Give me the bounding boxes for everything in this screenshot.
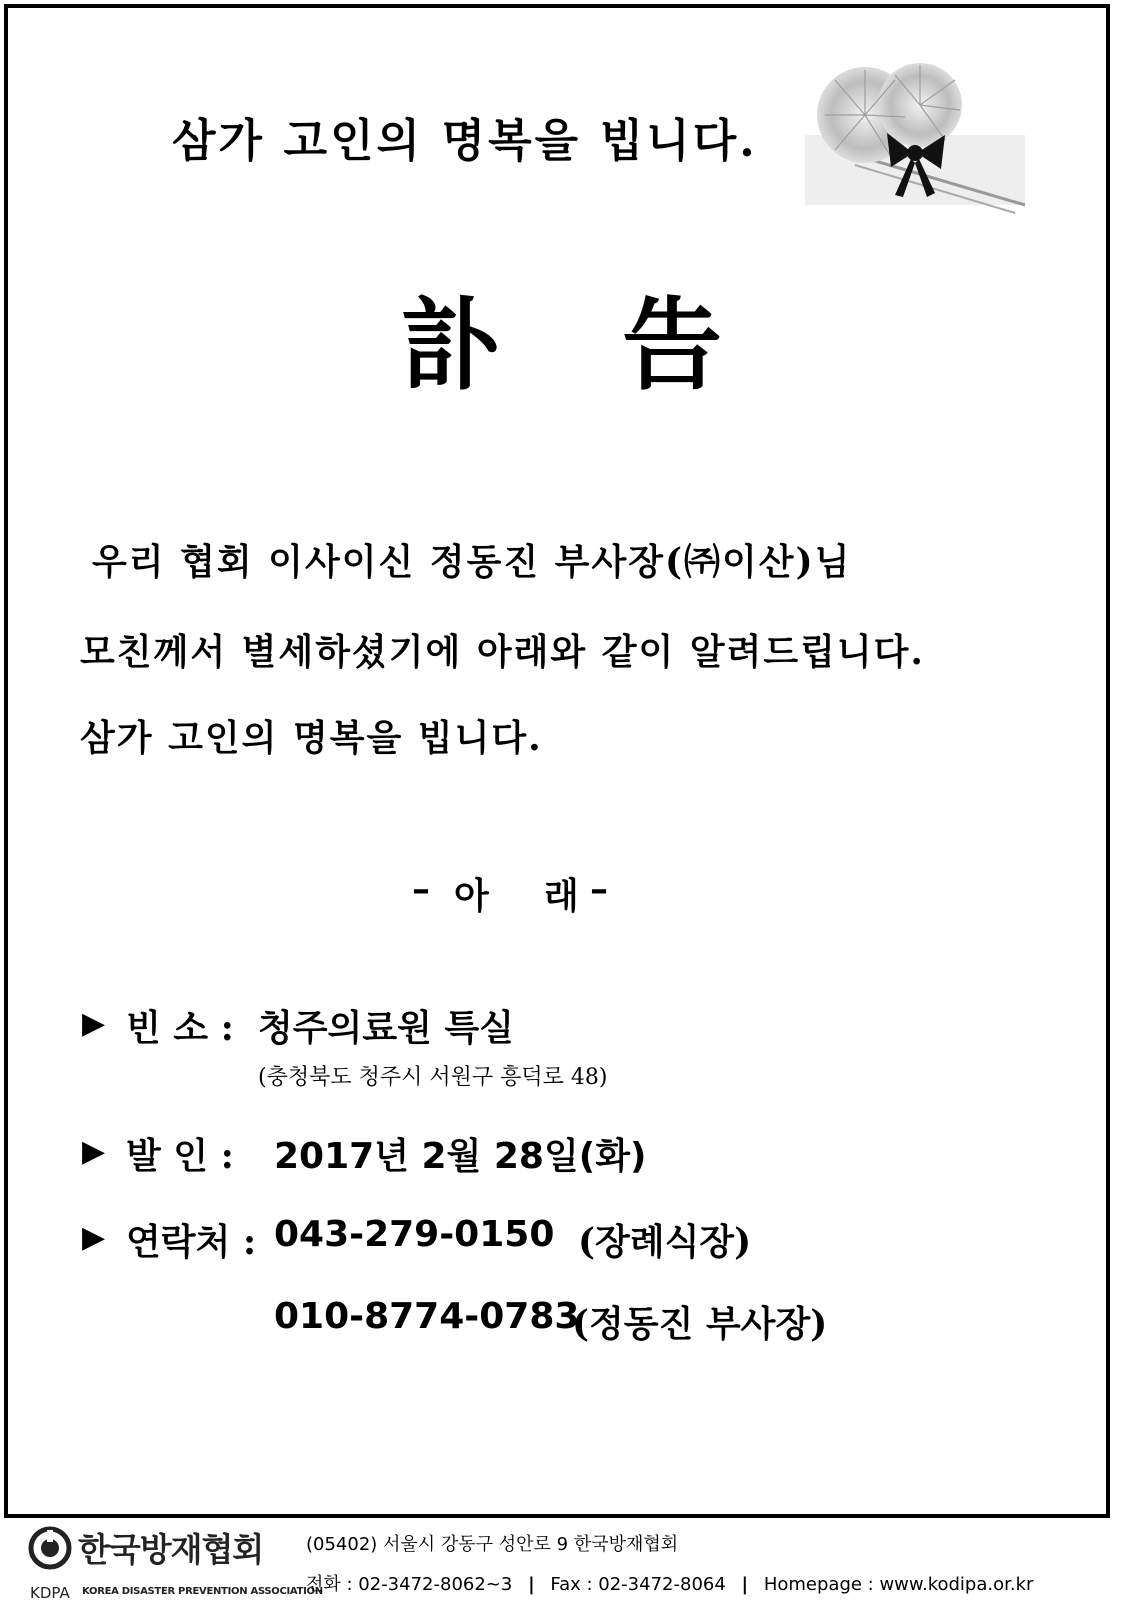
bugo-heading (400, 286, 730, 415)
contact-phone-2: 010-8774-0783 (274, 1296, 580, 1337)
bullet-triangle-icon: ▶ (82, 1006, 106, 1041)
departure-value: 2017년 2월 28일(화) (274, 1136, 647, 1177)
departure-label: 발 인 : (126, 1135, 234, 1177)
header-title: 삼가 고인의 명복을 빕니다. (172, 114, 758, 167)
footer-separator: | (528, 1574, 535, 1595)
bugo-char-1: 訃 (400, 286, 500, 404)
contact-phone-1: 043-279-0150 (274, 1214, 555, 1255)
funeral-hall-label: 빈 소 : (126, 1007, 234, 1049)
bullet-triangle-icon: ▶ (82, 1220, 106, 1255)
logo-full-name: KOREA DISASTER PREVENTION ASSOCIATION (82, 1586, 323, 1597)
logo-abbr: KDPA (30, 1584, 70, 1602)
page-frame (4, 4, 1110, 1518)
footer-separator: | (741, 1574, 749, 1595)
footer-homepage-link[interactable]: Homepage : www.kodipa.or.kr (763, 1574, 1034, 1595)
footer-contact (306, 1570, 1033, 1596)
footer-address: (05402) 서울시 강동구 성안로 9 한국방재협회 (306, 1534, 679, 1555)
footer (0, 1522, 1124, 1618)
funeral-hall-value: 청주의료원 특실 (258, 1007, 514, 1049)
body-line-3: 삼가 고인의 명복을 빕니다. (80, 717, 543, 759)
contact-label: 연락처 : (126, 1221, 257, 1263)
contact-note-1: (장례식장) (578, 1221, 752, 1263)
footer-fax: Fax : 02-3472-8064 (550, 1574, 726, 1595)
body-line-1: 우리 협회 이사이신 정동진 부사장(㈜이산)님 (92, 541, 852, 583)
footer-phone: 전화 : 02-3472-8062~3 (306, 1574, 513, 1595)
funeral-hall-address: (충청북도 청주시 서원구 흥덕로 48) (258, 1065, 608, 1090)
logo-name: 한국방재협회 (78, 1530, 264, 1569)
bullet-triangle-icon: ▶ (82, 1134, 106, 1169)
notice-dash-right: – (590, 868, 608, 910)
kdpa-logo (28, 1526, 323, 1614)
chrysanthemum-ribbon-image (795, 55, 1035, 215)
notice-char-a: 아 (454, 875, 489, 917)
notice-char-b: 래 (544, 875, 579, 917)
body-line-2: 모친께서 별세하셨기에 아래와 같이 알려드립니다. (80, 631, 925, 673)
kdpa-logo-icon (28, 1526, 72, 1570)
notice-dash-left: – (412, 868, 430, 910)
bugo-char-2: 告 (622, 286, 722, 404)
contact-note-2: (정동진 부사장) (572, 1303, 828, 1345)
